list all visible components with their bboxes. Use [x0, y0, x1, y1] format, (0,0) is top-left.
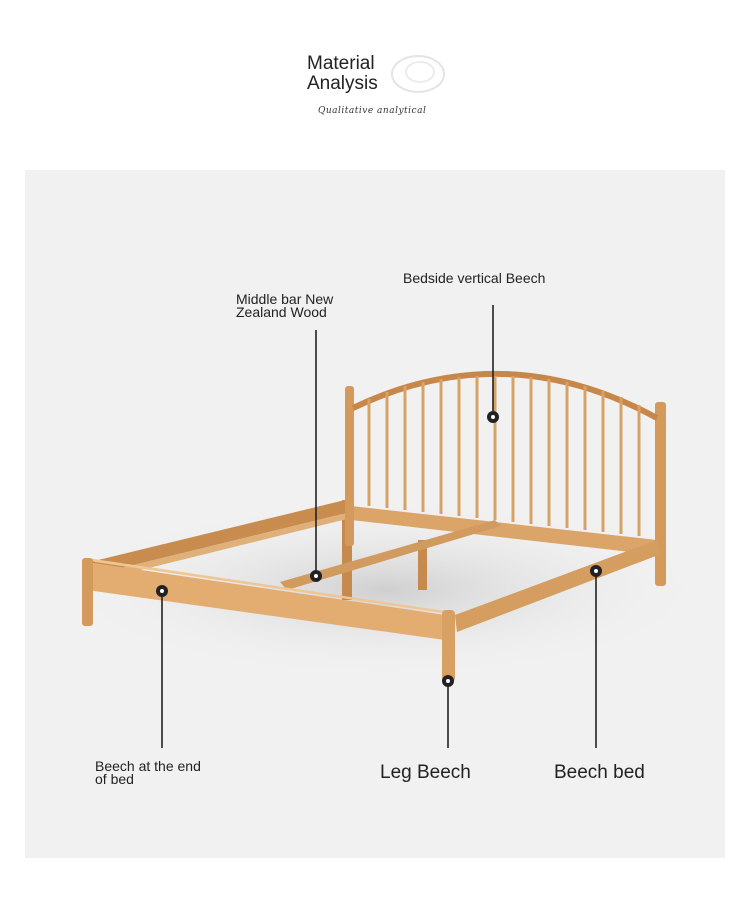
- label-bed: Beech bed: [554, 762, 645, 783]
- front-left-leg: [82, 558, 93, 626]
- bed-illustration: [25, 170, 725, 858]
- label-middle-bar: [236, 293, 333, 319]
- front-right-leg: [442, 610, 455, 682]
- headboard-post-left: [345, 386, 354, 546]
- page-subtitle: Qualitative analytical: [318, 106, 427, 116]
- label-foot-end: [95, 760, 201, 786]
- decorative-swirl-icon: [388, 52, 446, 96]
- title-line-2: Analysis: [307, 73, 378, 94]
- headboard-post-right: [655, 402, 666, 586]
- headboard-arch: [353, 374, 657, 418]
- label-foot-end-line-1: Beech at the end: [95, 758, 201, 774]
- label-middle-bar-line-1: Middle bar New: [236, 291, 334, 307]
- label-leg: Leg Beech: [380, 762, 471, 783]
- product-panel: [25, 170, 725, 858]
- label-headboard: Bedside vertical Beech: [403, 270, 546, 286]
- label-foot-end-line-2: of bed: [95, 771, 134, 787]
- label-middle-bar-line-2: Zealand Wood: [236, 304, 327, 320]
- title-line-1: Material: [307, 53, 375, 74]
- page-title: [307, 54, 378, 94]
